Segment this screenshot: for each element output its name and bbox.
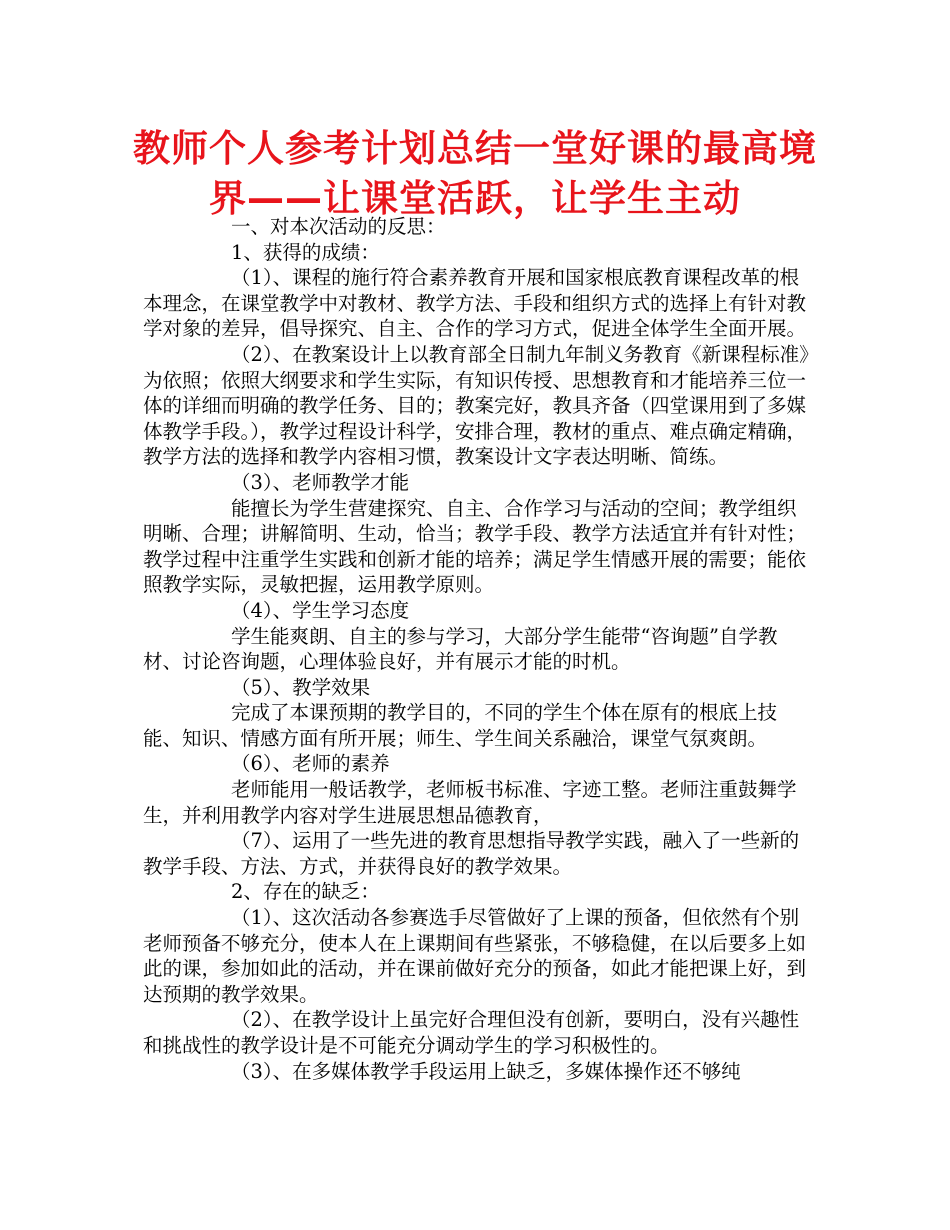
paragraph: （1）、这次活动各参赛选手尽管做好了上课的预备，但依然有个别老师预备不够充分，使本人在上课期间有些紧张，不够稳健，在以后要多上如此的课，参加如此的活动，并在课前做好充分的预备，如此才能把课上好，到达预期的教学效果。 (143, 906, 807, 1006)
paragraph: 学生能爽朗、自主的参与学习，大部分学生能带“咨询题”自学教材、讨论咨询题，心理体验良好，并有展示才能的时机。 (143, 624, 778, 674)
title-line-2: 界——让课堂活跃，让学生主动 (209, 177, 741, 220)
paragraph: （2）、在教案设计上以教育部全日制九年制义务教育《新课程标准》为依照；依照大纲要求和学生实际，有知识传授、思想教育和才能培养三位一体的详细而明确的教学任务、目的；教案完好，教具齐备（四堂课用到了多媒体教学手段。），教学过程设计科学，安排合理，教材的重点、难点确定精确，教学方法的选择和教学内容相习惯，教案设计文字表达明晰、简练。 (143, 342, 809, 469)
paragraph: 能擅长为学生营建探究、自主、合作学习与活动的空间；教学组织明晰、合理；讲解简明、生动，恰当；教学手段、教学方法适宜并有针对性；教学过程中注重学生实践和创新才能的培养；满足学生情感开展的需要；能依照教学实际，灵敏把握，运用教学原则。 (143, 496, 807, 597)
item-heading: （3）、老师教学才能 (231, 470, 410, 494)
document-title (120, 124, 830, 224)
document-body (143, 214, 815, 1084)
paragraph: （7）、运用了一些先进的教育思想指导教学实践，融入了一些新的教学手段、方法、方式，并获得良好的教学效果。 (143, 829, 800, 878)
item-heading: （5）、教学效果 (231, 675, 371, 699)
item-heading: （4）、学生学习态度 (231, 598, 410, 622)
paragraph: 完成了本课预期的教学目的，不同的学生个体在原有的根底上技能、知识、情感方面有所开展；师生、学生间关系融洽，课堂气氛爽朗。 (143, 701, 778, 750)
section-heading: 一、对本次活动的反思： (231, 215, 446, 238)
item-heading: （6）、老师的素养 (231, 752, 390, 776)
subsection-heading: 1、获得的成绩： (231, 240, 380, 264)
title-line-1: 教师个人参考计划总结一堂好课的最高境 (133, 127, 817, 170)
subsection-heading: 2、存在的缺乏： (231, 880, 380, 904)
paragraph: 老师能用一般话教学，老师板书标准、字迹工整。老师注重鼓舞学生，并利用教学内容对学生进展思想品德教育， (143, 778, 797, 827)
paragraph: （1）、课程的施行符合素养教育开展和国家根底教育课程改革的根本理念，在课堂教学中对教材、教学方法、手段和组织方式的选择上有针对教学对象的差异，倡导探究、自主、合作的学习方式，促进全体学生全面开展。 (143, 266, 807, 341)
paragraph: （3）、在多媒体教学手段运用上缺乏，多媒体操作还不够纯 (231, 1059, 741, 1083)
paragraph: （2）、在教学设计上虽完好合理但没有创新，要明白，没有兴趣性和挑战性的教学设计是不可能充分调动学生的学习积极性的。 (143, 1008, 800, 1057)
